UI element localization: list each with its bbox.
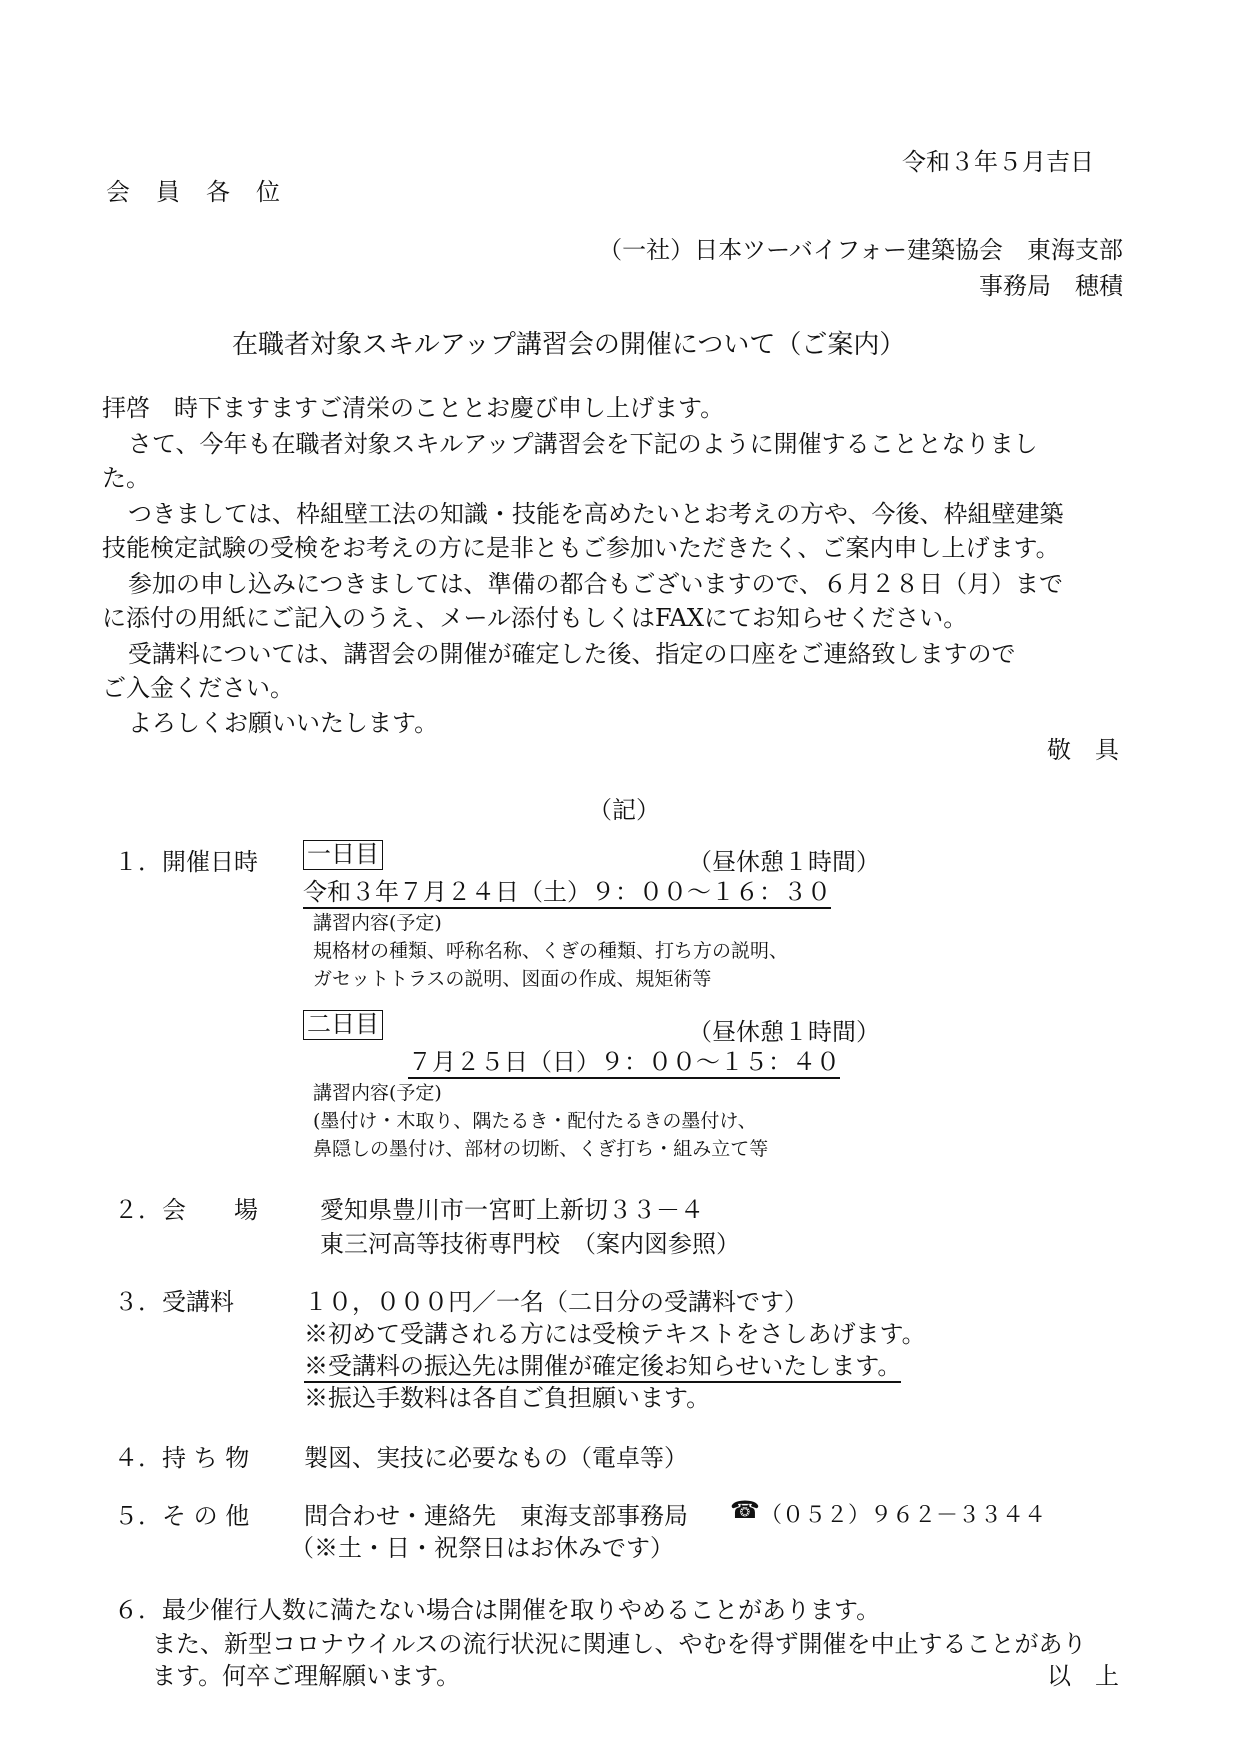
day1-content-head: 講習内容(予定): [313, 912, 442, 934]
item-2-label: ２．会 場: [114, 1196, 258, 1224]
sender-org: （一社）日本ツーバイフォー建築協会 東海支部: [598, 236, 1123, 264]
body-paragraph: よろしくお願いいたします。: [128, 709, 439, 737]
body-paragraph: た。: [102, 464, 150, 492]
body-paragraph: に添付の用紙にご記入のうえ、メール添付もしくはFAXにてお知らせください。: [102, 604, 968, 632]
ki-heading: （記）: [588, 796, 660, 824]
item-4-label: ４．持 ち 物: [114, 1444, 250, 1472]
body-paragraph: 参加の申し込みにつきましては、準備の都合もございますので、６月２８日（月）まで: [128, 570, 1064, 598]
item-1-label: １．開催日時: [114, 848, 258, 876]
day2-content: 鼻隠しの墨付け、部材の切断、くぎ打ち・組み立て等: [313, 1138, 769, 1160]
item-5-label: ５．そ の 他: [114, 1502, 250, 1530]
item-6-line: ６．最少催行人数に満たない場合は開催を取りやめることがあります。: [114, 1596, 881, 1624]
venue-name: 東三河高等技術専門校 （案内図参照）: [320, 1230, 740, 1258]
day1-break: （昼休憩１時間）: [688, 848, 880, 876]
venue-address: 愛知県豊川市一宮町上新切３３－４: [320, 1196, 704, 1224]
phone-icon: ☎: [730, 1496, 760, 1524]
fee-amount: １０，０００円／一名（二日分の受講料です）: [304, 1288, 808, 1316]
fee-note: ※振込手数料は各自ご負担願います。: [304, 1384, 711, 1412]
day1-datetime: 令和３年７月２４日（土）９：００～１６：３０: [303, 872, 831, 909]
item-6-line: ます。何卒ご理解願います。: [152, 1662, 461, 1690]
item-3-label: ３．受講料: [114, 1288, 234, 1316]
issue-date: 令和３年５月吉日: [902, 148, 1094, 176]
body-paragraph: 受講料については、講習会の開催が確定した後、指定の口座をご連絡致しますので: [128, 640, 1016, 668]
day1-content: 規格材の種類、呼称名称、くぎの種類、打ち方の説明、: [313, 940, 789, 962]
belongings: 製図、実技に必要なもの（電卓等）: [304, 1444, 688, 1472]
body-greeting: 拝啓 時下ますますご清栄のこととお慶び申し上げます。: [102, 394, 725, 422]
addressee: 会員各位: [106, 178, 306, 206]
day2-content-head: 講習内容(予定): [313, 1082, 442, 1104]
end-mark: 以 上: [1047, 1662, 1119, 1690]
fee-note: ※受講料の振込先は開催が確定後お知らせいたします。: [304, 1346, 901, 1383]
item-6-line: また、新型コロナウイルスの流行状況に関連し、やむを得ず開催を中止することがあり: [152, 1630, 1087, 1658]
day2-content: (墨付け・木取り、隅たるき・配付たるきの墨付け、: [313, 1110, 757, 1132]
day2-break: （昼休憩１時間）: [688, 1018, 880, 1046]
closed-days-note: （※土・日・祝祭日はお休みです）: [290, 1534, 674, 1562]
sender-person: 事務局 穂積: [979, 272, 1123, 300]
fee-note: ※初めて受講される方には受検テキストをさしあげます。: [304, 1320, 926, 1348]
body-paragraph: さて、今年も在職者対象スキルアップ講習会を下記のように開催することとなりまし: [128, 430, 1038, 458]
body-paragraph: つきましては、枠組壁工法の知識・技能を高めたいとお考えの方や、今後、枠組壁建築: [128, 500, 1064, 528]
document-title: 在職者対象スキルアップ講習会の開催について（ご案内）: [232, 330, 906, 360]
phone-number: （０５２）９６２－３３４４: [760, 1503, 1047, 1528]
day2-datetime: ７月２５日（日）９：００～１５：４０: [408, 1042, 840, 1079]
day1-content: ガセットトラスの説明、図面の作成、規矩術等: [313, 968, 712, 990]
body-paragraph: 技能検定試験の受検をお考えの方に是非ともご参加いただきたく、ご案内申し上げます。: [102, 534, 1060, 562]
closing: 敬 具: [1047, 736, 1119, 764]
contact-label: 問合わせ・連絡先 東海支部事務局: [304, 1502, 688, 1530]
day2-tag: 二日目: [303, 1010, 383, 1040]
day1-tag: 一日目: [303, 840, 383, 870]
body-paragraph: ご入金ください。: [102, 674, 294, 702]
